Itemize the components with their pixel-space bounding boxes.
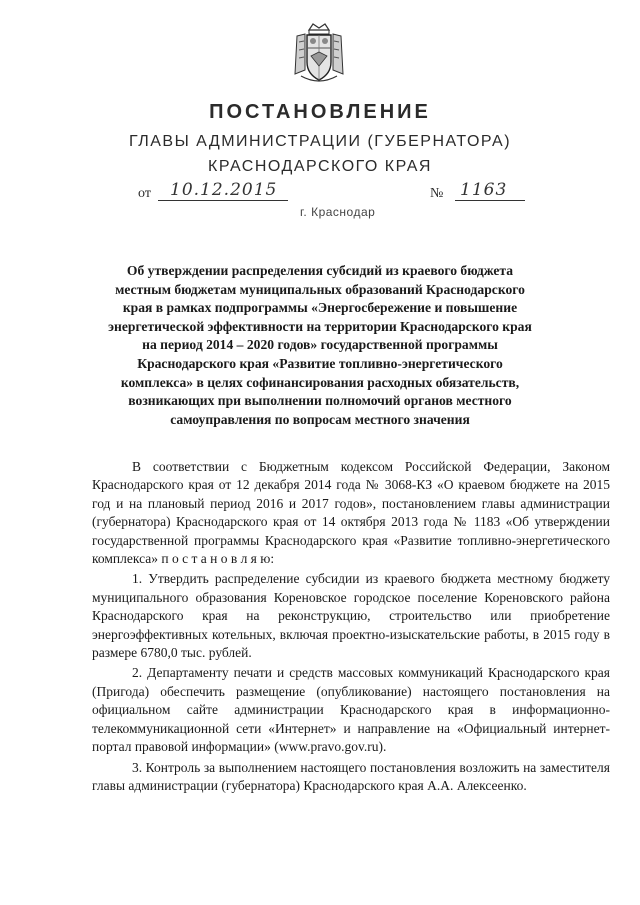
document-number: 1163 xyxy=(460,180,508,200)
date-prefix: от xyxy=(138,186,151,201)
document-type-title: ПОСТАНОВЛЕНИЕ xyxy=(209,101,431,123)
document-body xyxy=(92,458,610,797)
date-underline xyxy=(158,200,288,201)
item-1-paragraph: 1. Утвердить распределение субсидии из краевого бюджета местному бюджету муниципального образования Кореновское городское поселение Кореновского района Краснодарского края на реконструкцию, строительство или приобретение энергоэффективных котельных, включая проектно-изыскательские работы, в 2015 году в размере 6780,0 тыс. рублей. xyxy=(92,571,610,661)
krasnodar-coat-of-arms-icon xyxy=(291,20,347,86)
region-title: КРАСНОДАРСКОГО КРАЯ xyxy=(208,158,432,175)
intro-paragraph: В соответствии с Бюджетным кодексом Российской Федерации, Законом Краснодарского края от 12 декабря 2014 года № 3068-КЗ «О краевом бюджете на 2015 год и на плановый период 2016 и 2017 годов», постановлением главы администрации (губернатора) Краснодарского края от 14 октября 2013 года № 1183 «Об утверждении государственной программы Краснодарского края «Развитие топливно-энергетического комплекса» п о с т а н о в л я ю: xyxy=(92,459,610,567)
issuer-title: ГЛАВЫ АДМИНИСТРАЦИИ (ГУБЕРНАТОРА) xyxy=(128,133,512,150)
item-2-paragraph: 2. Департаменту печати и средств массовых коммуникаций Краснодарского края (Пригода) обеспечить размещение (опубликование) настоящего постановления на официальном сайте администрации Краснодарского края в информационно-телекоммуникационной сети «Интернет» и направление на «Официальный интернет-портал правовой информации» (www.pravo.gov.ru). xyxy=(92,665,610,755)
city-name: г. Краснодар xyxy=(300,205,376,219)
number-underline xyxy=(455,200,525,201)
document-subject-title: Об утверждении распределения субсидий из краевого бюджета местным бюджетам муниципальных образований Краснодарского края в рамках подпрограммы «Энергосбережение и повышение энергетической эффективности на территории Краснодарского края на период 2014 – 2020 годов» государственной программы Краснодарского края «Развитие топливно-энергетического комплекса» в целях софинансирования расходных обязательств, возникающих при выполнении полномочий органов местного самоуправления по вопросам местного значения xyxy=(108,263,532,427)
document-date: 10.12.2015 xyxy=(170,180,278,200)
number-prefix: № xyxy=(430,186,444,201)
item-3-paragraph: 3. Контроль за выполнением настоящего постановления возложить на заместителя главы администрации (губернатора) Краснодарского края А.А. Алексеенко. xyxy=(92,759,610,793)
